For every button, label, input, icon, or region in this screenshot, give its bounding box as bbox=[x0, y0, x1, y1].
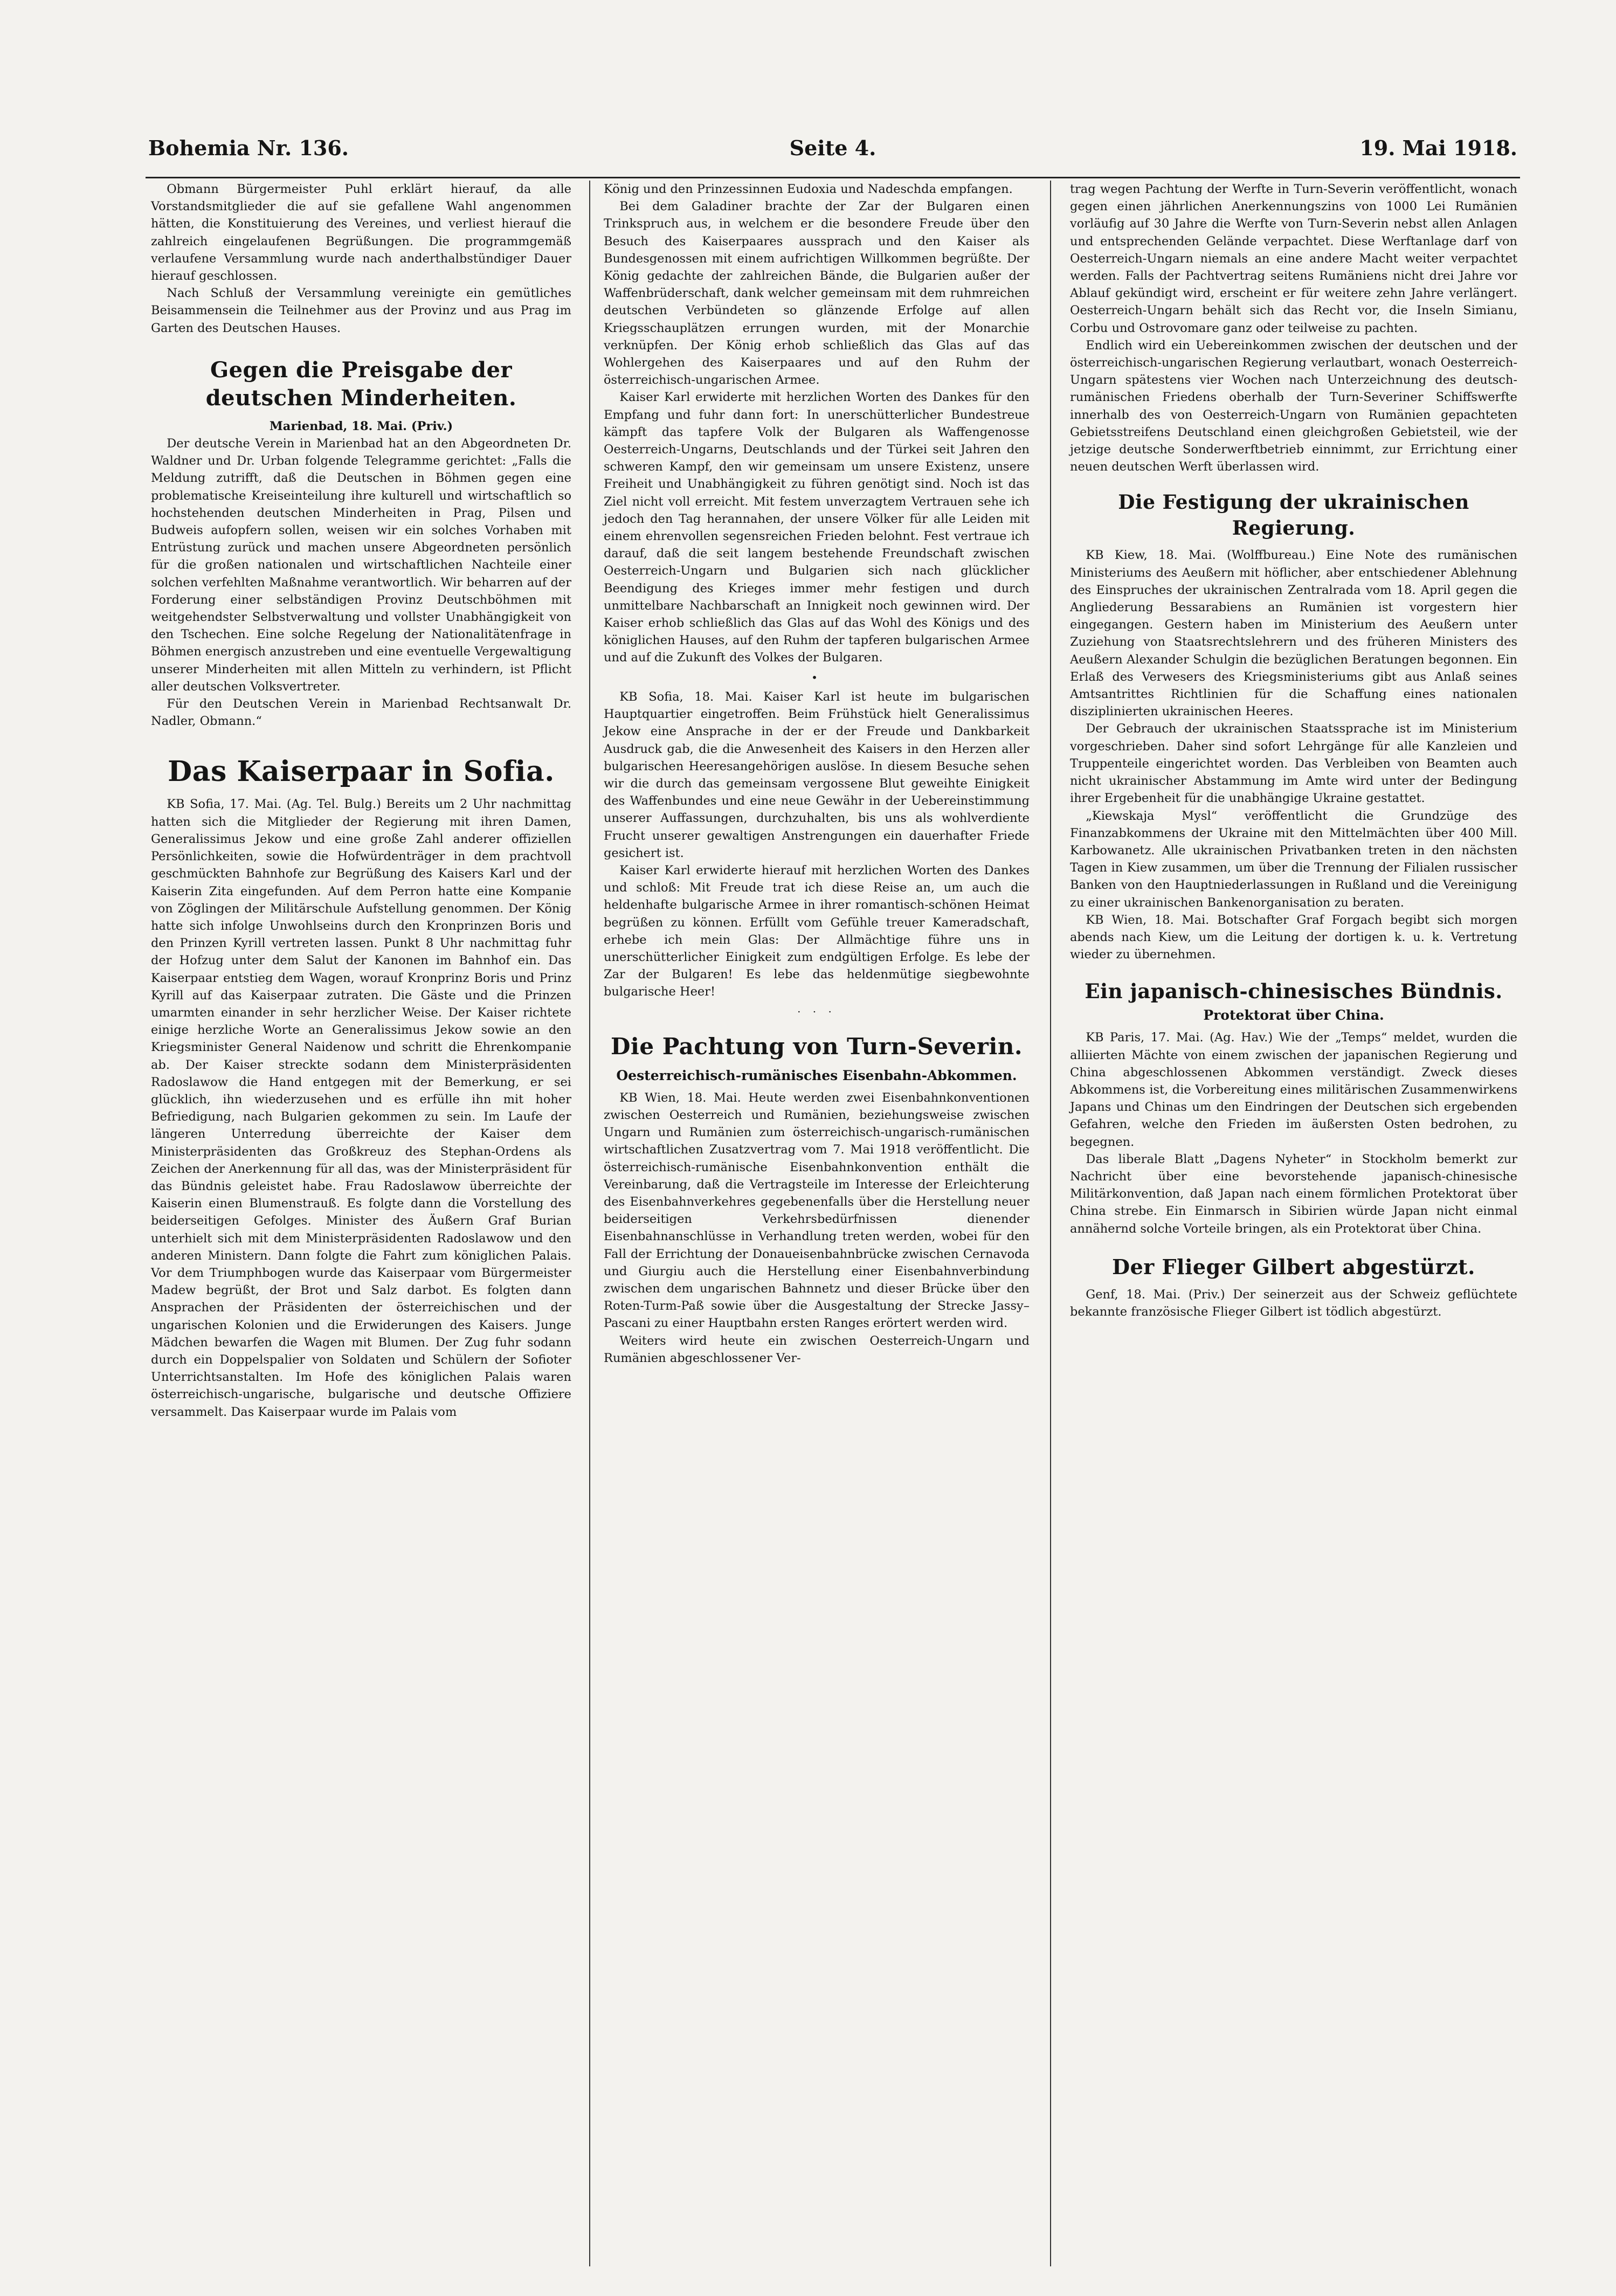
paragraph: König und den Prinzessinnen Eudoxia und Nadeschda empfangen. bbox=[604, 182, 1013, 196]
headline-japan-china: Ein japanisch-chinesisches Bündnis. bbox=[1085, 979, 1503, 1004]
paragraph: Endlich wird ein Uebereinkommen zwischen der deutschen und der österreichisch-ungarischen Regierung verlautbart, wonach Oesterreich-Ungarn spätestens vier Wochen nach Unterzeichnung des deutsch-rumänischen Friedens oberhalb der Turn-Severiner Schiffswerfte innerhalb des von Oesterreich-Ungarn von Rumänien gepachteten Gebietsstreifens Deutschland einen gleichgroßen Gebietsteil, wie der jetzige deutsche Sonderwerftbetrieb einnimmt, zur Errichtung einer neuen deutschen Werft überlassen wird. bbox=[1070, 338, 1517, 474]
paragraph: Kaiser Karl erwiderte hierauf mit herzlichen Worten des Dankes und schloß: Mit Freude trat ich diese Reise an, um auch die heldenhafte bulgarische Armee in ihrer romantisch-schönen Heimat begrüßen zu können. Erfüllt vom Gefühle treuer Kameradschaft, erhebe ich mein Glas: Der Allmächtige führe uns in unerschütterlicher Einigkeit zum endgültigen Erfolge. Es lebe der Zar der Bulgaren! Es lebe das heldenmütige siegbewohnte bulgarische Heer! bbox=[604, 863, 1030, 999]
column-2 bbox=[604, 181, 1030, 1367]
headline-ukraine: Die Festigung der ukrainischen Regierung. bbox=[1118, 491, 1469, 540]
paragraph: KB Sofia, 18. Mai. Kaiser Karl ist heute im bulgarischen Hauptquartier eingetroffen. Beim Frühstück hielt Generalissimus Jekow eine Ansprache in der er der Freude und Dankbarkeit Ausdruck gab, die die Anwesenheit des Kaisers in den Herzen aller bulgarischen Heeresangehörigen auslöse. In diesem Besuche sehen wir die durch das gemeinsam vergossene Blut geweihte Einigkeit des Waffenbundes und eine neue Gewähr in der Uebereinstimmung unserer Auffassungen, durchzuhalten, bis uns als wohlverdiente Frucht unserer gewaltigen Anstrengungen ein dauerhafter Friede gesichert ist. bbox=[604, 689, 1030, 860]
paragraph: KB Wien, 18. Mai. Botschafter Graf Forgach begibt sich morgen abends nach Kiew, um die Leitung der dortigen k. u. k. Vertretung wieder zu übernehmen. bbox=[1070, 912, 1517, 962]
paragraph: KB Paris, 17. Mai. (Ag. Hav.) Wie der „Temps“ meldet, wurden die alliierten Mächte von einem zwischen der japanischen Regierung und China abgeschlossenen Abkommen verständigt. Zweck dieses Abkommens ist, die Vorbereitung eines militärischen Zusammenwirkens Japans und Chinas um den Eindringen der Deutschen sich ergebenden Gefahren, welche den Frieden im äußersten Osten bedrohen, zu begegnen. bbox=[1070, 1031, 1517, 1149]
paragraph: KB Wien, 18. Mai. Heute werden zwei Eisenbahnkonventionen zwischen Oesterreich und Rumänien, beziehungsweise zwischen Ungarn und Rumänien zum österreichisch-ungarisch-rumänischen wirtschaftlichen Zusatzvertrag vom 7. Mai 1918 veröffentlicht. Die österreichisch-rumänische Eisenbahnkonvention enthält die Vereinbarung, daß die Vertragsteile im Interesse der Erleichterung des Eisenbahnverkehres gegebenenfalls über die Herstellung neuer beiderseitigen Verkehrsbedürfnissen dienender Eisenbahnanschlüsse in Verhandlung treten werden, wobei für den Fall der Errichtung der Donaueisenbahnbrücke zwischen Cernavoda und Giurgiu auch die Herstellung einer Eisenbahnverbindung zwischen dem ungarischen Bahnnetz und dieser Brücke über den Roten-Turm-Paß sowie über die Ausgestaltung der Strecke Jassy–Pascani zu einer Hauptbahn ersten Ranges erörtert werden wird. bbox=[604, 1090, 1030, 1331]
header-rule bbox=[146, 177, 1520, 178]
headline-minderheiten: Gegen die Preisgabe der deutschen Minderheiten. bbox=[205, 357, 517, 411]
column-3 bbox=[1070, 181, 1517, 1320]
paragraph: Das liberale Blatt „Dagens Nyheter“ in Stockholm bemerkt zur Nachricht über eine bevorstehende japanisch-chinesische Militärkonvention, daß Japan nach einem förmlichen Protektorat über China strebe. Ein Einmarsch in Sibirien würde Japan nicht einmal annähernd solche Vorteile bringen, als ein Protektorat über China. bbox=[1070, 1152, 1517, 1236]
paragraph: Für den Deutschen Verein in Marienbad Rechtsanwalt Dr. Nadler, Obmann.“ bbox=[151, 697, 571, 729]
paragraph: Der Gebrauch der ukrainischen Staatssprache ist im Ministerium vorgeschrieben. Daher sind sofort Lehrgänge für alle Kanzleien und Truppenteile eingerichtet worden. Das Verbleiben von Beamten auch nicht ukrainischer Abstammung im Amte wird unter der Bedingung ihrer Ergebenheit für die unabhängige Ukraine gestattet. bbox=[1070, 722, 1517, 806]
headline-flieger-gilbert: Der Flieger Gilbert abgestürzt. bbox=[1112, 1254, 1475, 1279]
headline-turn-severin: Die Pachtung von Turn-Severin. bbox=[611, 1033, 1023, 1060]
column-1 bbox=[151, 181, 571, 1421]
paragraph: Genf, 18. Mai. (Priv.) Der seinerzeit aus der Schweiz geflüchtete bekannte französische Flieger Gilbert ist tödlich abgestürzt. bbox=[1070, 1287, 1517, 1319]
issue-date: 19. Mai 1918. bbox=[1359, 136, 1517, 160]
paragraph: Kaiser Karl erwiderte mit herzlichen Worten des Dankes für den Empfang und fuhr dann fort: In unerschütterlicher Bundestreue kämpft das tapfere Volk der Bulgaren als Waffengenosse Oesterreich-Ungarns, Deutschlands und der Türkei seit Jahren den schweren Kampf, den wir gemeinsam um unsere Existenz, unsere Freiheit und Unabhängigkeit zu führen genötigt sind. Noch ist das Ziel nicht voll erreicht. Mit festem unverzagtem Vertrauen sehe ich jedoch den Tag herannahen, der unsere Völker für alle Leiden mit einem ehrenvollen segensreichen Frieden belohnt. Fest vertraue ich darauf, daß die seit langem bestehende Freundschaft zwischen Oesterreich-Ungarn und Bulgarien sich nach glücklicher Beendigung des Krieges immer mehr festigen und durch unmittelbare Nachbarschaft an Innigkeit noch gewinnen wird. Der Kaiser erhob schließlich das Glas auf das Wohl des Königs und des königlichen Hauses, auf den Ruhm der tapferen bulgarischen Armee und auf die Zukunft des Volkes der Bulgaren. bbox=[604, 390, 1030, 665]
subheadline-eisenbahn: Oesterreichisch-rumänisches Eisenbahn-Abkommen. bbox=[616, 1067, 1017, 1083]
subheadline-protektorat: Protektorat über China. bbox=[1203, 1007, 1384, 1023]
paragraph: KB Sofia, 17. Mai. (Ag. Tel. Bulg.) Bereits um 2 Uhr nachmittag hatten sich die Mitglieder der Regierung mit ihren Damen, Generalissimus Jekow und eine große Zahl anderer offiziellen Persönlichkeiten, sowie die Hofwürdenträger in dem prachtvoll geschmückten Bahnhofe zur Begrüßung des Kaisers Karl und der Kaiserin Zita eingefunden. Auf dem Perron hatte eine Kompanie von Zöglingen der Militärschule Aufstellung genommen. Der König hatte sich infolge Unwohlseins durch den Kronprinzen Boris und den Prinzen Kyrill vertreten lassen. Punkt 8 Uhr nachmittag fuhr der Hofzug unter dem Salut der Kanonen im Bahnhof ein. Das Kaiserpaar entstieg dem Wagen, worauf Kronprinz Boris und Prinz Kyrill auf das Kaiserpaar zutraten. Die Gäste und die Prinzen umarmten einander in sehr herzlicher Weise. Der Kaiser richtete einige herzliche Worte an Generalissimus Jekow sowie an den Kriegsminister General Naidenow und schritt die Ehrenkompanie ab. Der Kaiser streckte sodann dem Ministerpräsidenten Radoslawow die Hand entgegen mit der Bemerkung, er sei glücklich, ihn wiederzusehen und es erfülle ihn mit hoher Befriedigung, nach Bulgarien gekommen zu sein. Im Laufe der längeren Unterredung überreichte der Kaiser dem Ministerpräsidenten das Großkreuz des Stephan-Ordens als Zeichen der Anerkennung für all das, was der Ministerpräsident für das Bündnis geleistet habe. Frau Radoslawow überreichte der Kaiserin einen Blumenstrauß. Es folgte dann die Vorstellung des beiderseitigen Gefolges. Minister des Äußern Graf Burian unterhielt sich mit dem Ministerpräsidenten Radoslawow und den anderen Ministern. Dann folgte die Fahrt zum königlichen Palais. Vor dem Triumphbogen wurde das Kaiserpaar vom Bürgermeister Madew begrüßt, der Brot und Salz darbot. Es folgten dann Ansprachen der Präsidenten der österreichischen und der ungarischen Kolonien und die Erwiderungen des Kaisers. Junge Mädchen bewarfen die Wagen mit Blumen. Der Zug fuhr sodann durch ein Doppelspalier von Soldaten und Schülern der Sofioter Unterrichtsanstalten. Im Hofe des königlichen Palais waren österreichisch-ungarische, bulgarische und deutsche Offiziere versammelt. Das Kaiserpaar wurde im Palais vom bbox=[151, 797, 571, 1419]
paragraph: Bei dem Galadiner brachte der Zar der Bulgaren einen Trinkspruch aus, in welchem er die besondere Freude über den Besuch des Kaiserpaares aussprach und den Kaiser als Bundesgenossen mit einem aufrichtigen Willkommen begrüßte. Der König gedachte der zahlreichen Bände, die Bulgarien außer der Waffenbrüderschaft, dank welcher gemeinsam mit dem ruhmreichen deutschen Verbündeten so glänzende Erfolge auf allen Kriegsschauplätzen errungen wurden, mit der Monarchie verknüpfen. Der König erhob schließlich das Glas auf das Wohlergehen des Kaiserpaares und auf den Ruhm der österreichisch-ungarischen Armee. bbox=[604, 199, 1030, 388]
dateline: Marienbad, 18. Mai. (Priv.) bbox=[269, 419, 453, 433]
paragraph: KB Kiew, 18. Mai. (Wolffbureau.) Eine Note des rumänischen Ministeriums des Aeußern mit höflicher, aber entschiedener Ablehnung des Einspruches der ukrainischen Zentralrada vom 18. April gegen die Angliederung Bessarabiens an Rumänien ist vorgestern hier eingegangen. Gestern haben im Ministerium des Aeußern unter Zuziehung von Staatsrechtslehrern und des früheren Ministers des Aeußern Alexander Schulgin die bezüglichen Beratungen begonnen. Ein Erlaß des Verwesers des Kriegsministeriums gibt aus Anlaß seines Amtsantrittes Richtlinien für die Schaffung eines nationalen disziplinierten ukrainischen Heeres. bbox=[1070, 548, 1517, 719]
separator-ornament: · · · bbox=[797, 1005, 836, 1018]
column-divider-1 bbox=[589, 181, 590, 2266]
separator-ornament: • bbox=[811, 670, 822, 684]
paragraph: Weiters wird heute ein zwischen Oesterreich-Ungarn und Rumänien abgeschlossener Ver- bbox=[604, 1333, 1030, 1365]
paragraph: Der deutsche Verein in Marienbad hat an den Abgeordneten Dr. Waldner und Dr. Urban folgende Telegramme gerichtet: „Falls die Meldung zutrifft, daß die Deutschen in Böhmen gegen eine problematische Kreiseinteilung ihre kulturell und wirtschaftlich so hochstehenden deutschen Minderheiten in Prag, Pilsen und Budweis aufopfern sollen, weisen wir ein solches Vorhaben mit Entrüstung zurück und machen unsere Abgeordneten persönlich für die großen nationalen und wirtschaftlichen Nachteile einer solchen verfehlten Maßnahme verantwortlich. Wir beharren auf der Forderung einer selbständigen Provinz Deutschböhmen mit weitgehendster Selbstverwaltung und vollster Unabhängigkeit von den Tschechen. Eine solche Regelung der Nationalitätenfrage in Böhmen energisch anzustreben und eine eventuelle Vergewaltigung unserer Minderheiten mit allen Mitteln zu verhindern, ist Pflicht aller deutschen Volksvertreter. bbox=[151, 437, 571, 694]
column-divider-2 bbox=[1050, 181, 1051, 2266]
paragraph: trag wegen Pachtung der Werfte in Turn-Severin veröffentlicht, wonach gegen einen jährlichen Anerkennungszins von 1000 Lei Rumänien vorläufig auf 30 Jahre die Werfte von Turn-Severin nebst allen Anlagen und entsprechenden Gelände verpachtet. Diese Werftanlage darf von Oesterreich-Ungarn niemals an eine andere Macht weiter verpachtet werden. Falls der Pachtvertrag seitens Rumäniens nicht drei Jahre vor Ablauf gekündigt wird, erscheint er für weitere zehn Jahre verlängert. Oesterreich-Ungarn behält sich das Recht vor, die Inseln Simianu, Corbu und Ostrovomare ganz oder teilweise zu pachten. bbox=[1070, 182, 1517, 335]
page-header bbox=[148, 136, 1517, 169]
paragraph: Nach Schluß der Versammlung vereinigte ein gemütliches Beisammensein die Teilnehmer aus der Provinz und aus Prag im Garten des Deutschen Hauses. bbox=[151, 286, 571, 335]
page-number: Seite 4. bbox=[789, 136, 876, 160]
paragraph: Obmann Bürgermeister Puhl erklärt hierauf, da alle Vorstandsmitglieder die auf sie gefallene Wahl angenommen hätten, die Konstituierung des Vereines, und verliest hierauf die zahlreich eingelaufenen Begrüßungen. Die programmgemäß verlaufene Versammlung wurde nach anderthalbstündiger Dauer hierauf geschlossen. bbox=[151, 182, 571, 283]
paragraph: „Kiewskaja Mysl“ veröffentlicht die Grundzüge des Finanzabkommens der Ukraine mit den Mittelmächten über 400 Mill. Karbowanetz. Alle ukrainischen Privatbanken treten in den nächsten Tagen in Kiew zusammen, um über die Trennung der Filialen russischer Banken von den Hauptniederlassungen in Rußland und die Vereinigung zu einer ukrainischen Bankenorganisation zu beraten. bbox=[1070, 808, 1517, 910]
masthead-issue: Bohemia Nr. 136. bbox=[148, 136, 349, 160]
headline-kaiserpaar-sofia: Das Kaiserpaar in Sofia. bbox=[168, 755, 555, 789]
